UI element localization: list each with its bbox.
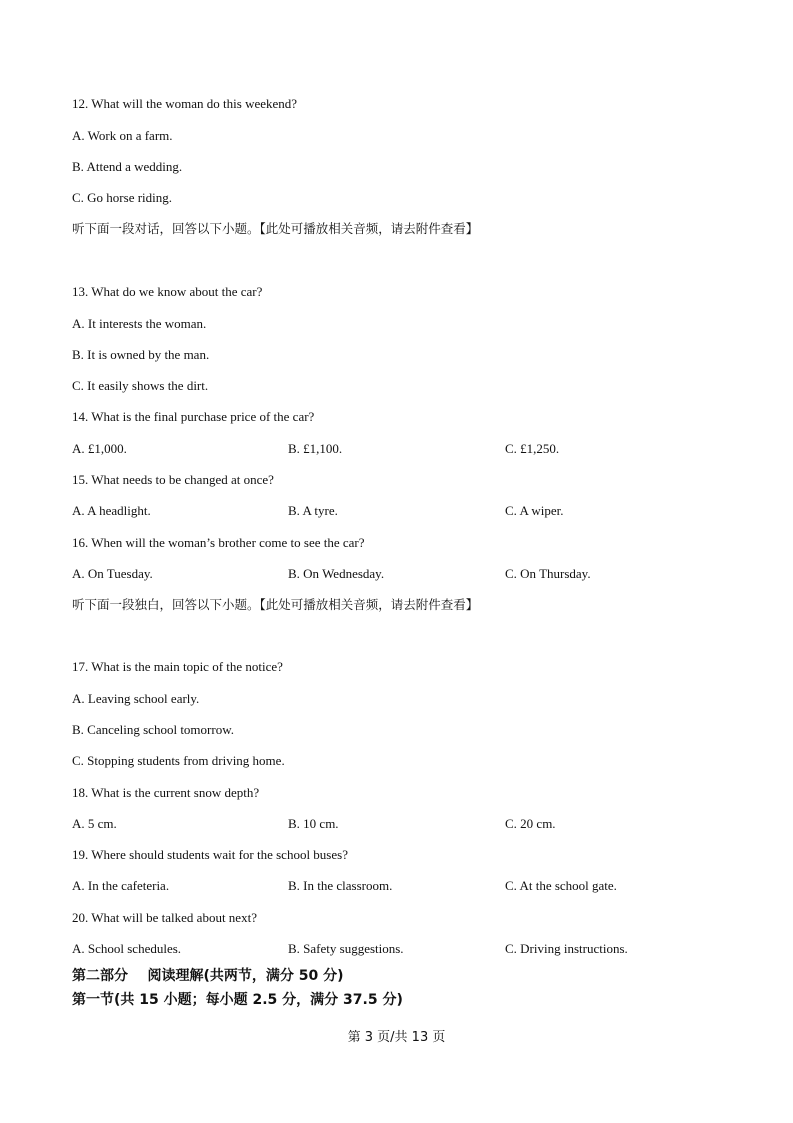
- question-15-option-c: C. A wiper.: [505, 503, 564, 518]
- question-20-option-c: C. Driving instructions.: [505, 941, 628, 956]
- question-17-stem: 17. What is the main topic of the notice?: [72, 659, 283, 674]
- question-14-option-c: C. £1,250.: [505, 441, 560, 456]
- question-19-option-b: B. In the classroom.: [288, 878, 393, 893]
- page-footer: 第 3 页/共 13 页: [347, 1030, 446, 1045]
- question-16-option-b: B. On Wednesday.: [288, 566, 385, 581]
- question-16-option-a: A. On Tuesday.: [72, 566, 153, 581]
- section-1-heading: 第一节(共 15 小题；每小题 2.5 分，满分 37.5 分): [72, 992, 403, 1008]
- question-20-stem: 20. What will be talked about next?: [72, 910, 257, 925]
- question-16-stem: 16. When will the woman’s brother come to see the car?: [72, 535, 365, 550]
- question-13-option-c: C. It easily shows the dirt.: [72, 378, 209, 393]
- question-15-option-a: A. A headlight.: [72, 503, 151, 518]
- question-12-option-c: C. Go horse riding.: [72, 190, 173, 205]
- question-13-option-a: A. It interests the woman.: [72, 316, 207, 331]
- question-20-option-a: A. School schedules.: [72, 941, 182, 956]
- question-14-option-a: A. £1,000.: [72, 441, 127, 456]
- question-17-option-a: A. Leaving school early.: [72, 691, 200, 706]
- question-18-option-b: B. 10 cm.: [288, 816, 339, 831]
- question-17-option-b: B. Canceling school tomorrow.: [72, 722, 234, 737]
- part-2-heading: 第二部分 阅读理解(共两节，满分 50 分): [72, 968, 344, 984]
- question-15-option-b: B. A tyre.: [288, 503, 338, 518]
- question-13-option-b: B. It is owned by the man.: [72, 347, 210, 362]
- question-20-option-b: B. Safety suggestions.: [288, 941, 404, 956]
- question-12-option-b: B. Attend a wedding.: [72, 159, 183, 174]
- question-15-stem: 15. What needs to be changed at once?: [72, 472, 274, 487]
- question-18-stem: 18. What is the current snow depth?: [72, 785, 260, 800]
- question-18-option-a: A. 5 cm.: [72, 816, 117, 831]
- question-16-option-c: C. On Thursday.: [505, 566, 591, 581]
- question-12-stem: 12. What will the woman do this weekend?: [72, 96, 298, 111]
- question-17-option-c: C. Stopping students from driving home.: [72, 753, 285, 768]
- question-14-stem: 14. What is the final purchase price of the car?: [72, 409, 315, 424]
- question-19-option-c: C. At the school gate.: [505, 878, 617, 893]
- question-18-option-c: C. 20 cm.: [505, 816, 556, 831]
- question-12-option-a: A. Work on a farm.: [72, 128, 173, 143]
- question-19-option-a: A. In the cafeteria.: [72, 878, 170, 893]
- question-14-option-b: B. £1,100.: [288, 441, 343, 456]
- instruction-dialogue: 听下面一段对话，回答以下小题。【此处可播放相关音频，请去附件查看】: [72, 221, 479, 236]
- question-19-stem: 19. Where should students wait for the school buses?: [72, 847, 348, 862]
- question-13-stem: 13. What do we know about the car?: [72, 284, 263, 299]
- instruction-monologue: 听下面一段独白，回答以下小题。【此处可播放相关音频，请去附件查看】: [72, 597, 479, 612]
